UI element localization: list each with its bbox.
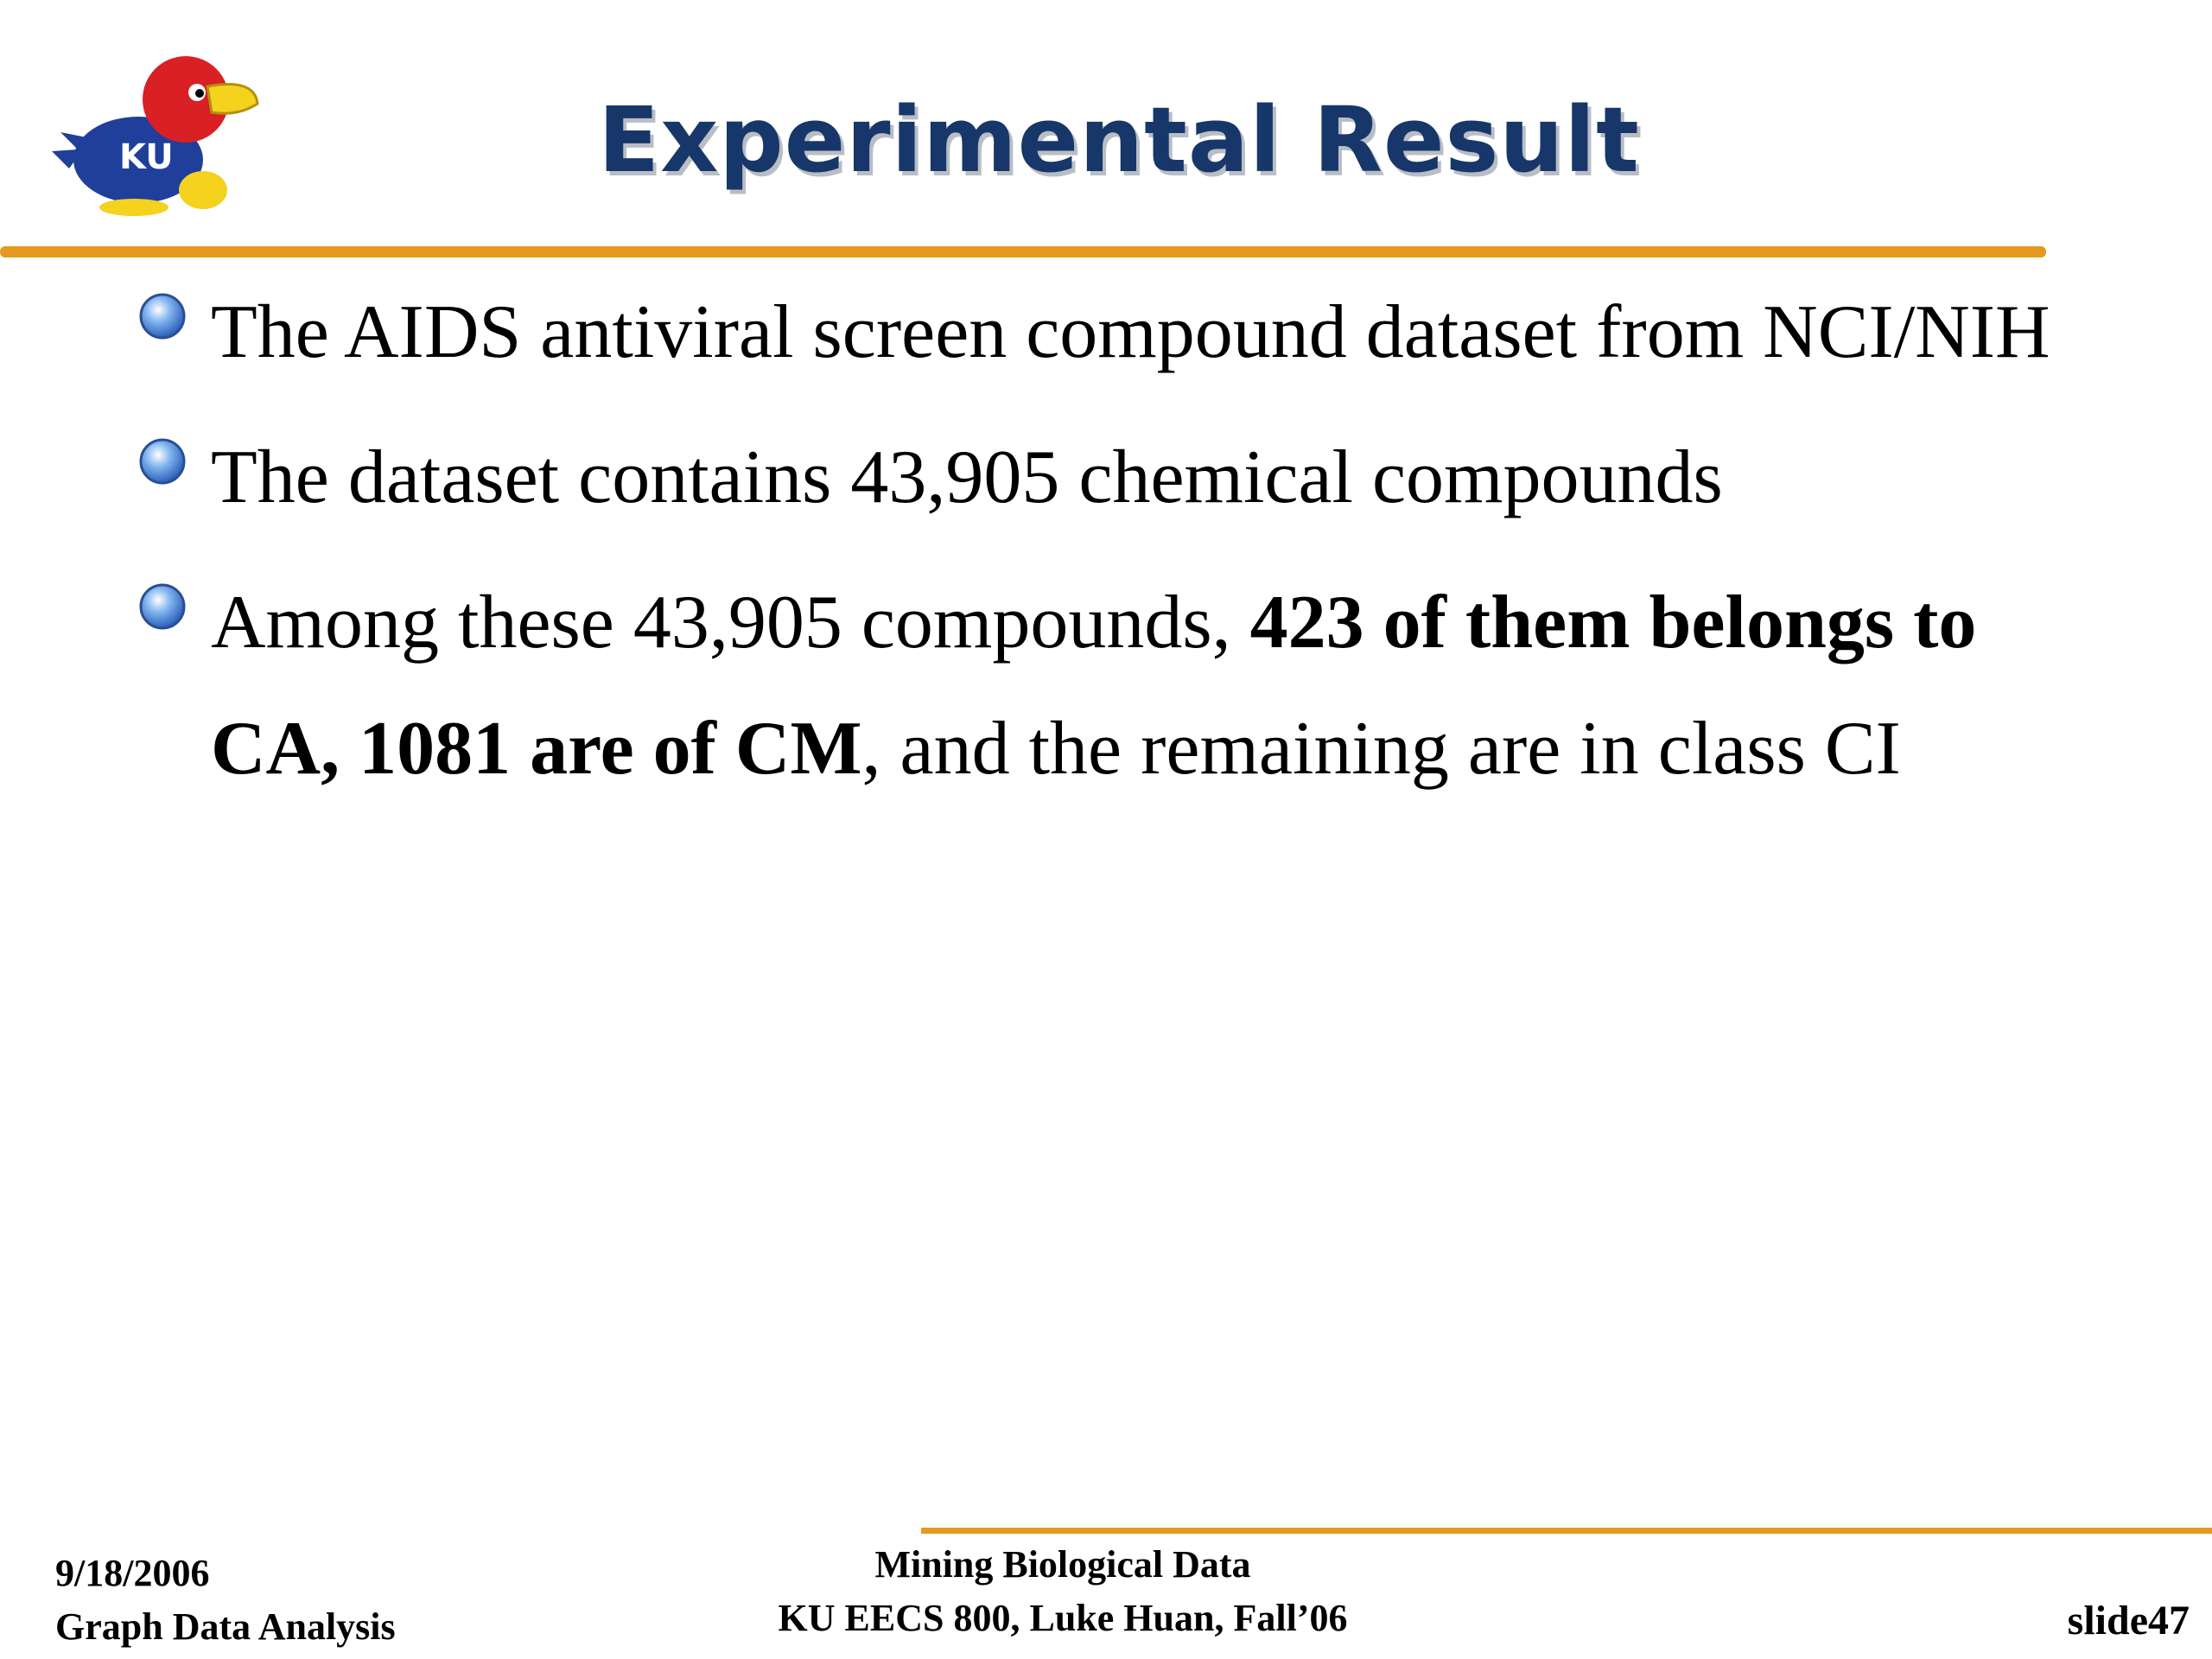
bullet-item bbox=[138, 560, 2074, 812]
footer-topic: Graph Data Analysis bbox=[55, 1605, 396, 1648]
slide-title: Experimental Result bbox=[598, 87, 1640, 193]
footer-date: 9/18/2006 bbox=[55, 1552, 210, 1594]
footer-left bbox=[55, 1547, 396, 1654]
bullet-list bbox=[138, 270, 2074, 831]
bullet-text: Among these 43,905 compounds, bbox=[211, 581, 1250, 664]
bullet-item bbox=[138, 270, 2074, 396]
footer-course-info: KU EECS 800, Luke Huan, Fall’06 bbox=[778, 1597, 1348, 1639]
bullet-text: The AIDS antiviral screen compound dataset from NCI/NIH bbox=[211, 290, 2050, 374]
slide-number: slide47 bbox=[2067, 1598, 2190, 1643]
footer-course-title: Mining Biological Data bbox=[874, 1543, 1251, 1586]
footer-divider bbox=[921, 1528, 2212, 1534]
bullet-item bbox=[138, 415, 2074, 541]
bullet-icon bbox=[138, 292, 187, 340]
bullet-text: The dataset contains 43,905 chemical compounds bbox=[211, 435, 1723, 519]
bullet-icon bbox=[138, 582, 187, 631]
logo-text: KU bbox=[119, 137, 174, 177]
logo-shoe-right bbox=[179, 171, 227, 209]
logo-beak bbox=[207, 85, 257, 114]
bullet-emphasis: 423 of them belongs to CA, 1081 are of CM bbox=[211, 581, 1977, 791]
title-divider bbox=[0, 246, 2046, 257]
bullet-text-end: , and the remaining are in class CI bbox=[861, 707, 1901, 791]
logo-pupil bbox=[195, 89, 204, 98]
bullet-icon bbox=[138, 437, 187, 486]
footer-center bbox=[760, 1538, 1365, 1645]
jayhawk-logo bbox=[43, 39, 259, 216]
logo-shoe-left bbox=[99, 199, 168, 216]
